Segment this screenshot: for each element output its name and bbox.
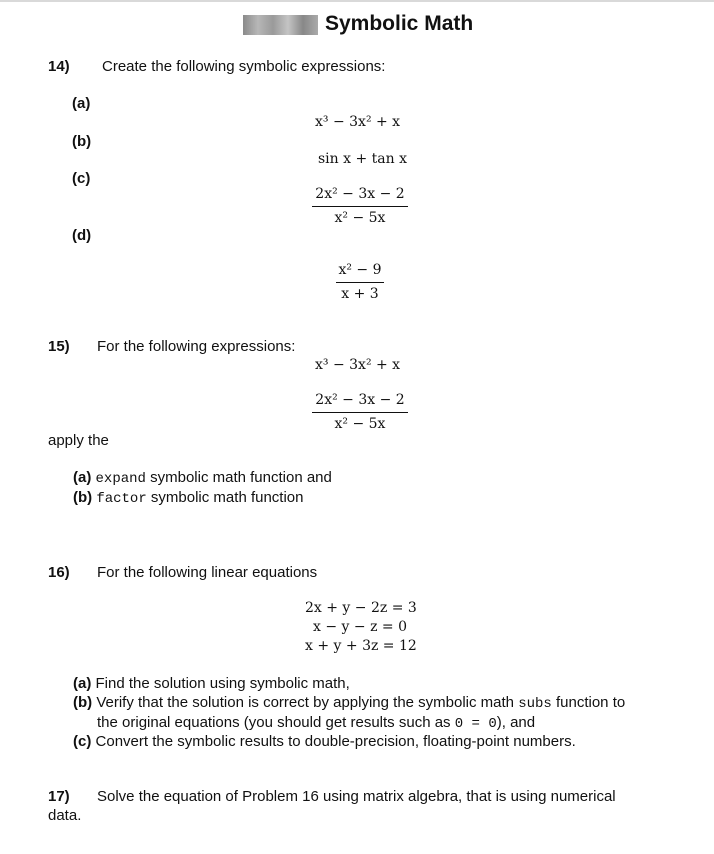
p16-code-subs: subs [518, 696, 552, 712]
p16-item-b [73, 694, 625, 712]
problem-14-number: 14) [48, 58, 70, 75]
p15-expr-1: x³ − 3x² + x [315, 357, 401, 373]
p14-expr-c-denominator: x² − 5x [334, 210, 386, 226]
fraction-bar [336, 282, 384, 283]
p15-apply-text: apply the [48, 432, 109, 449]
page-title: Symbolic Math [325, 12, 474, 35]
p15-code-expand: expand [95, 471, 146, 487]
p16-item-c-text: Convert the symbolic results to double-precision, floating-point numbers. [95, 733, 576, 750]
p14-expr-b: sin x + tan x [318, 151, 407, 167]
p15-expr-2-numerator: 2x² − 3x − 2 [315, 392, 405, 408]
fraction-bar [312, 206, 408, 207]
p16-item-a-text: Find the solution using symbolic math, [95, 675, 350, 692]
p15-item-a [73, 469, 332, 487]
p16-item-b-text-3: the original equations (you should get results such as [97, 714, 451, 731]
p14-label-b: (b) [72, 133, 92, 150]
p16-equation-3: x + y + 3z = 12 [305, 638, 417, 654]
p14-expr-c [312, 185, 408, 228]
p15-expr-2-denominator: x² − 5x [334, 416, 386, 432]
p16-label-c: (c) [73, 733, 92, 750]
p14-expr-a: x³ − 3x² + x [315, 114, 401, 130]
p14-expr-d [336, 261, 384, 304]
p14-label-d: (d) [72, 227, 92, 244]
p16-code-zero: 0 = 0 [454, 716, 497, 732]
p16-item-b-text-2: function to [555, 694, 626, 711]
p14-label-c: (c) [72, 170, 91, 187]
p14-label-a: (a) [72, 95, 91, 112]
p14-expr-d-denominator: x + 3 [341, 286, 379, 302]
p15-item-b [73, 489, 304, 507]
p16-item-a [73, 675, 350, 692]
p16-label-b: (b) [73, 694, 93, 711]
problem-14-text: Create the following symbolic expressions: [102, 58, 386, 75]
p16-equation-2: x − y − z = 0 [313, 619, 407, 635]
problem-17-number: 17) [48, 788, 70, 805]
top-border [0, 0, 714, 2]
fraction-bar [312, 412, 408, 413]
p15-code-factor: factor [96, 491, 147, 507]
problem-15-text: For the following expressions: [97, 338, 296, 355]
p14-expr-c-numerator: 2x² − 3x − 2 [315, 186, 405, 202]
problem-17-text-2: data. [48, 807, 82, 824]
problem-17-text: Solve the equation of Problem 16 using matrix algebra, that is using numerical [97, 788, 616, 805]
p15-label-a: (a) [73, 469, 92, 486]
p16-item-c [73, 733, 576, 750]
p16-equation-1: 2x + y − 2z = 3 [305, 600, 417, 616]
p14-expr-d-numerator: x² − 9 [338, 262, 382, 278]
problem-16-text: For the following linear equations [97, 564, 318, 581]
p16-item-b-text-1: Verify that the solution is correct by applying the symbolic math [96, 694, 515, 711]
redacted-logo [243, 15, 318, 35]
problem-16-number: 16) [48, 564, 70, 581]
p15-label-b: (b) [73, 489, 93, 506]
p15-expr-2 [312, 391, 408, 434]
p16-item-b-text-4: ), and [496, 714, 536, 731]
p16-label-a: (a) [73, 675, 92, 692]
p15-item-b-text: symbolic math function [150, 489, 304, 506]
problem-15-number: 15) [48, 338, 70, 355]
p16-item-b-line-2 [97, 714, 535, 732]
p15-item-a-text: symbolic math function and [150, 469, 332, 486]
